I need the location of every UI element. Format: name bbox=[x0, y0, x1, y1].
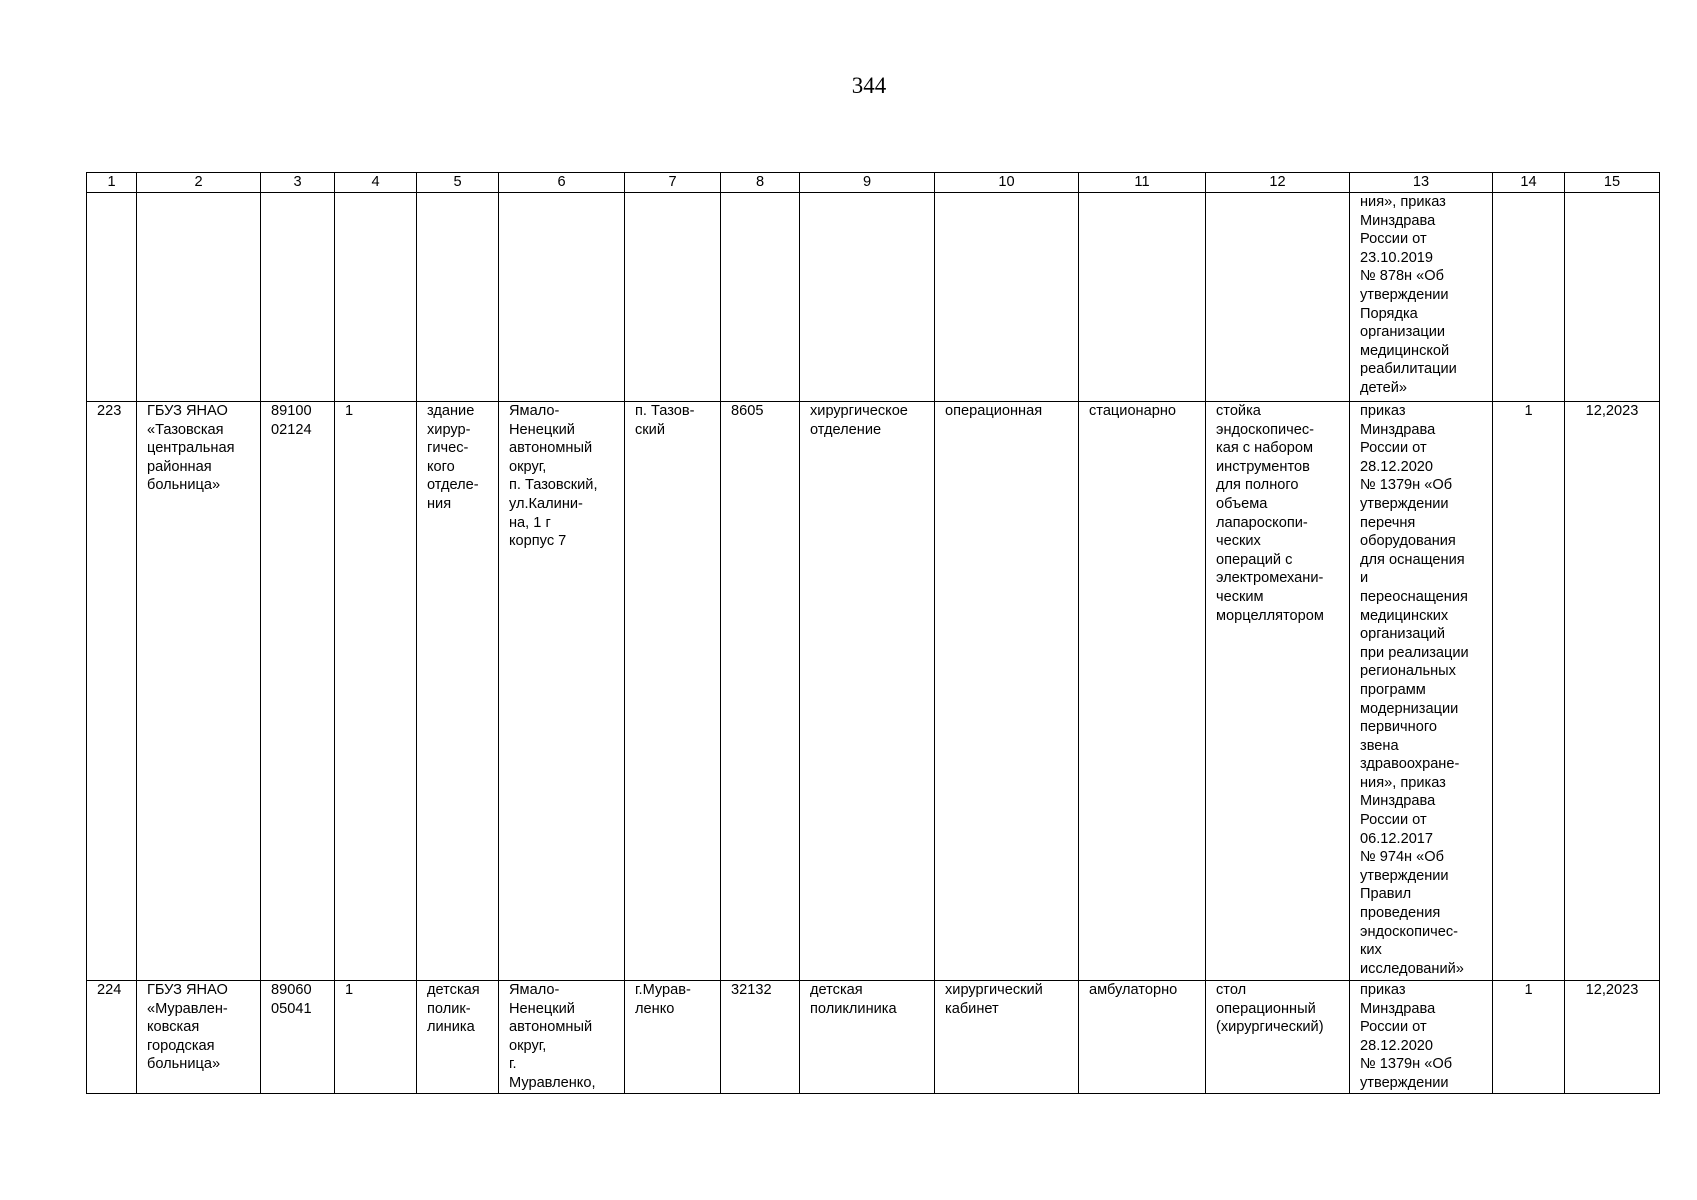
table-row bbox=[87, 981, 1660, 1094]
column-header: 11 bbox=[1079, 173, 1206, 193]
cell-care-mode: амбулаторно bbox=[1079, 981, 1206, 1094]
cell-code bbox=[261, 193, 335, 402]
cell-building bbox=[417, 193, 499, 402]
column-header: 2 bbox=[137, 173, 261, 193]
cell-code: 89100 02124 bbox=[261, 402, 335, 981]
cell-regulation: ния», приказ Минздрава России от 23.10.2019 № 878н «Об утверждении Порядка организации медицинской реабилитации детей» bbox=[1350, 193, 1493, 402]
column-header: 6 bbox=[499, 173, 625, 193]
cell-number: 224 bbox=[87, 981, 137, 1094]
table-header-row bbox=[87, 173, 1660, 193]
column-header: 12 bbox=[1206, 173, 1350, 193]
cell-regulation: приказ Минздрава России от 28.12.2020 № 1379н «Об утверждении перечня оборудования для оснащения и переоснащения медицинских организаций при реализации региональных программ модернизации первичного звена здравоохране- ния», приказ Минздрава России от 06.12.2017 № 974н «Об утверждении Правил проведения эндоскопичес- ких исследований» bbox=[1350, 402, 1493, 981]
cell-locality: п. Тазов- ский bbox=[625, 402, 721, 981]
cell-building: детская полик- линика bbox=[417, 981, 499, 1094]
cell-col4: 1 bbox=[335, 981, 417, 1094]
cell-date bbox=[1565, 193, 1660, 402]
column-header: 9 bbox=[800, 173, 935, 193]
cell-quantity bbox=[1493, 193, 1565, 402]
cell-equipment: стойка эндоскопичес- кая с набором инструментов для полного объема лапароскопи- ческих операций с электромехани- ческим морцеллятором bbox=[1206, 402, 1350, 981]
cell-number: 223 bbox=[87, 402, 137, 981]
cell-equipment bbox=[1206, 193, 1350, 402]
cell-room: операционная bbox=[935, 402, 1079, 981]
cell-col8: 32132 bbox=[721, 981, 800, 1094]
column-header: 7 bbox=[625, 173, 721, 193]
cell-locality: г.Мурав- ленко bbox=[625, 981, 721, 1094]
cell-date: 12,2023 bbox=[1565, 402, 1660, 981]
cell-care-mode: стационарно bbox=[1079, 402, 1206, 981]
cell-care-mode bbox=[1079, 193, 1206, 402]
cell-equipment: стол операционный (хирургический) bbox=[1206, 981, 1350, 1094]
column-header: 8 bbox=[721, 173, 800, 193]
cell-organization bbox=[137, 193, 261, 402]
page-number: 344 bbox=[851, 73, 887, 98]
cell-col4: 1 bbox=[335, 402, 417, 981]
cell-room bbox=[935, 193, 1079, 402]
cell-address bbox=[499, 193, 625, 402]
cell-number bbox=[87, 193, 137, 402]
cell-organization: ГБУЗ ЯНАО «Муравлен- ковская городская больница» bbox=[137, 981, 261, 1094]
cell-date: 12,2023 bbox=[1565, 981, 1660, 1094]
cell-address: Ямало- Ненецкий автономный округ, п. Тазовский, ул.Калини- на, 1 г корпус 7 bbox=[499, 402, 625, 981]
table-row bbox=[87, 402, 1660, 981]
column-header: 15 bbox=[1565, 173, 1660, 193]
cell-room: хирургический кабинет bbox=[935, 981, 1079, 1094]
cell-organization: ГБУЗ ЯНАО «Тазовская центральная районная больница» bbox=[137, 402, 261, 981]
cell-locality bbox=[625, 193, 721, 402]
column-header: 4 bbox=[335, 173, 417, 193]
cell-col8 bbox=[721, 193, 800, 402]
column-header: 10 bbox=[935, 173, 1079, 193]
cell-department bbox=[800, 193, 935, 402]
column-header: 5 bbox=[417, 173, 499, 193]
column-header: 14 bbox=[1493, 173, 1565, 193]
table-row bbox=[87, 193, 1660, 402]
cell-col8: 8605 bbox=[721, 402, 800, 981]
cell-regulation: приказ Минздрава России от 28.12.2020 № 1379н «Об утверждении bbox=[1350, 981, 1493, 1094]
cell-department: хирургическое отделение bbox=[800, 402, 935, 981]
column-header: 3 bbox=[261, 173, 335, 193]
cell-quantity: 1 bbox=[1493, 981, 1565, 1094]
column-header: 1 bbox=[87, 173, 137, 193]
cell-quantity: 1 bbox=[1493, 402, 1565, 981]
equipment-table bbox=[86, 172, 1660, 1094]
column-header: 13 bbox=[1350, 173, 1493, 193]
cell-code: 89060 05041 bbox=[261, 981, 335, 1094]
cell-building: здание хирур- гичес- кого отделе- ния bbox=[417, 402, 499, 981]
cell-col4 bbox=[335, 193, 417, 402]
cell-address: Ямало- Ненецкий автономный округ, г. Муравленко, bbox=[499, 981, 625, 1094]
cell-department: детская поликлиника bbox=[800, 981, 935, 1094]
